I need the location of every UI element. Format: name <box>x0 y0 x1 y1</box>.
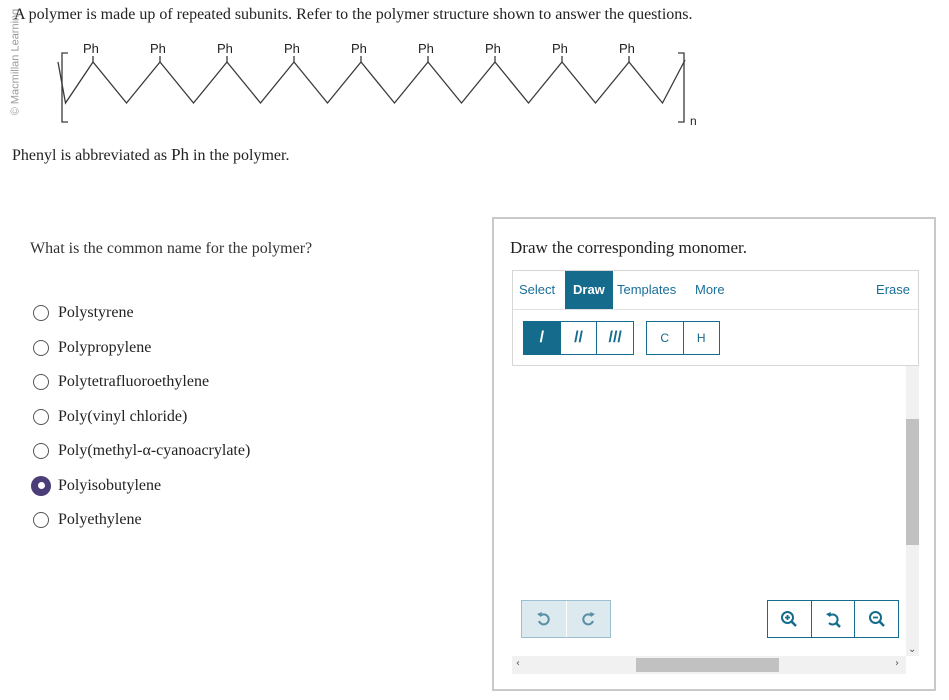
phenyl-note-before: Phenyl is abbreviated as <box>12 147 172 164</box>
radio-unselected[interactable] <box>33 374 49 390</box>
answer-option[interactable] <box>30 331 250 366</box>
redo-button[interactable] <box>566 601 611 637</box>
phenyl-label: Ph <box>83 41 99 56</box>
tab-draw[interactable]: Draw <box>565 271 613 309</box>
draw-panel-title: Draw the corresponding monomer. <box>510 238 747 257</box>
radio-unselected[interactable] <box>33 443 49 459</box>
zoom-out-icon <box>868 610 886 628</box>
phenyl-note-after: in the polymer. <box>189 147 290 164</box>
undo-button[interactable] <box>522 601 566 637</box>
tab-more[interactable]: More <box>695 282 725 297</box>
phenyl-label: Ph <box>217 41 233 56</box>
answer-option[interactable] <box>30 400 250 435</box>
hydrogen-atom-button[interactable]: H <box>683 322 720 354</box>
polymer-structure <box>0 0 949 140</box>
phenyl-label: Ph <box>485 41 501 56</box>
sketcher-tabs <box>513 271 918 310</box>
erase-button[interactable]: Erase <box>876 282 910 297</box>
answer-option[interactable] <box>30 296 250 331</box>
triple-bond-button[interactable]: /// <box>596 322 633 354</box>
zoom-reset-button[interactable] <box>811 601 855 637</box>
answer-option[interactable] <box>30 469 250 504</box>
phenyl-label: Ph <box>619 41 635 56</box>
scroll-left-icon[interactable]: ‹ <box>516 658 520 669</box>
sketcher-toolbar <box>512 270 919 366</box>
phenyl-note-ph: Ph <box>171 145 190 164</box>
vertical-scroll-thumb[interactable] <box>906 419 919 545</box>
answer-option-label: Polyisobutylene <box>58 476 162 494</box>
radio-selected[interactable] <box>31 476 51 496</box>
bond-tools <box>523 321 634 355</box>
single-bond-button[interactable]: / <box>524 322 560 354</box>
redo-icon <box>580 611 596 627</box>
answer-option-label: Polypropylene <box>58 338 152 356</box>
phenyl-label: Ph <box>351 41 367 56</box>
answer-option[interactable] <box>30 434 250 469</box>
answer-option[interactable] <box>30 365 250 400</box>
answer-option-label: Polystyrene <box>58 304 134 322</box>
tab-select[interactable]: Select <box>519 282 556 297</box>
polymer-backbone <box>58 60 685 103</box>
double-bond-button[interactable]: // <box>560 322 597 354</box>
undo-redo-group <box>521 600 611 638</box>
scroll-down-icon[interactable]: ⌄ <box>908 644 917 655</box>
answer-option[interactable] <box>30 503 250 538</box>
answer-choices <box>30 296 250 538</box>
phenyl-label: Ph <box>418 41 434 56</box>
answer-option-label: Poly(methyl-α-cyanoacrylate) <box>58 442 251 460</box>
radio-unselected[interactable] <box>33 305 49 321</box>
radio-unselected[interactable] <box>33 340 49 356</box>
zoom-out-button[interactable] <box>854 601 898 637</box>
question-text: What is the common name for the polymer? <box>30 240 313 257</box>
zoom-controls <box>767 600 899 638</box>
copyright-watermark: © Macmillan Learning <box>9 8 22 116</box>
zoom-in-button[interactable] <box>768 601 811 637</box>
undo-icon <box>536 611 552 627</box>
zoom-reset-icon <box>824 610 842 628</box>
atom-tools <box>646 321 720 355</box>
carbon-atom-button[interactable]: C <box>660 331 670 345</box>
answer-option-label: Poly(vinyl chloride) <box>58 407 188 425</box>
radio-unselected[interactable] <box>33 512 49 528</box>
phenyl-note <box>12 145 289 165</box>
phenyl-label: Ph <box>284 41 300 56</box>
phenyl-label: Ph <box>552 41 568 56</box>
answer-option-label: Polytetrafluoroethylene <box>58 373 210 391</box>
horizontal-scroll-thumb[interactable] <box>636 658 779 672</box>
answer-option-label: Polyethylene <box>58 511 142 529</box>
scroll-right-icon[interactable]: › <box>895 658 899 669</box>
tab-templates[interactable]: Templates <box>617 282 677 297</box>
radio-unselected[interactable] <box>33 409 49 425</box>
repeat-unit-n: n <box>690 114 697 128</box>
question-prompt: A polymer is made up of repeated subunits. Refer to the polymer structure shown to answer the questions. <box>14 6 693 23</box>
phenyl-label: Ph <box>150 41 166 56</box>
zoom-in-icon <box>780 610 798 628</box>
